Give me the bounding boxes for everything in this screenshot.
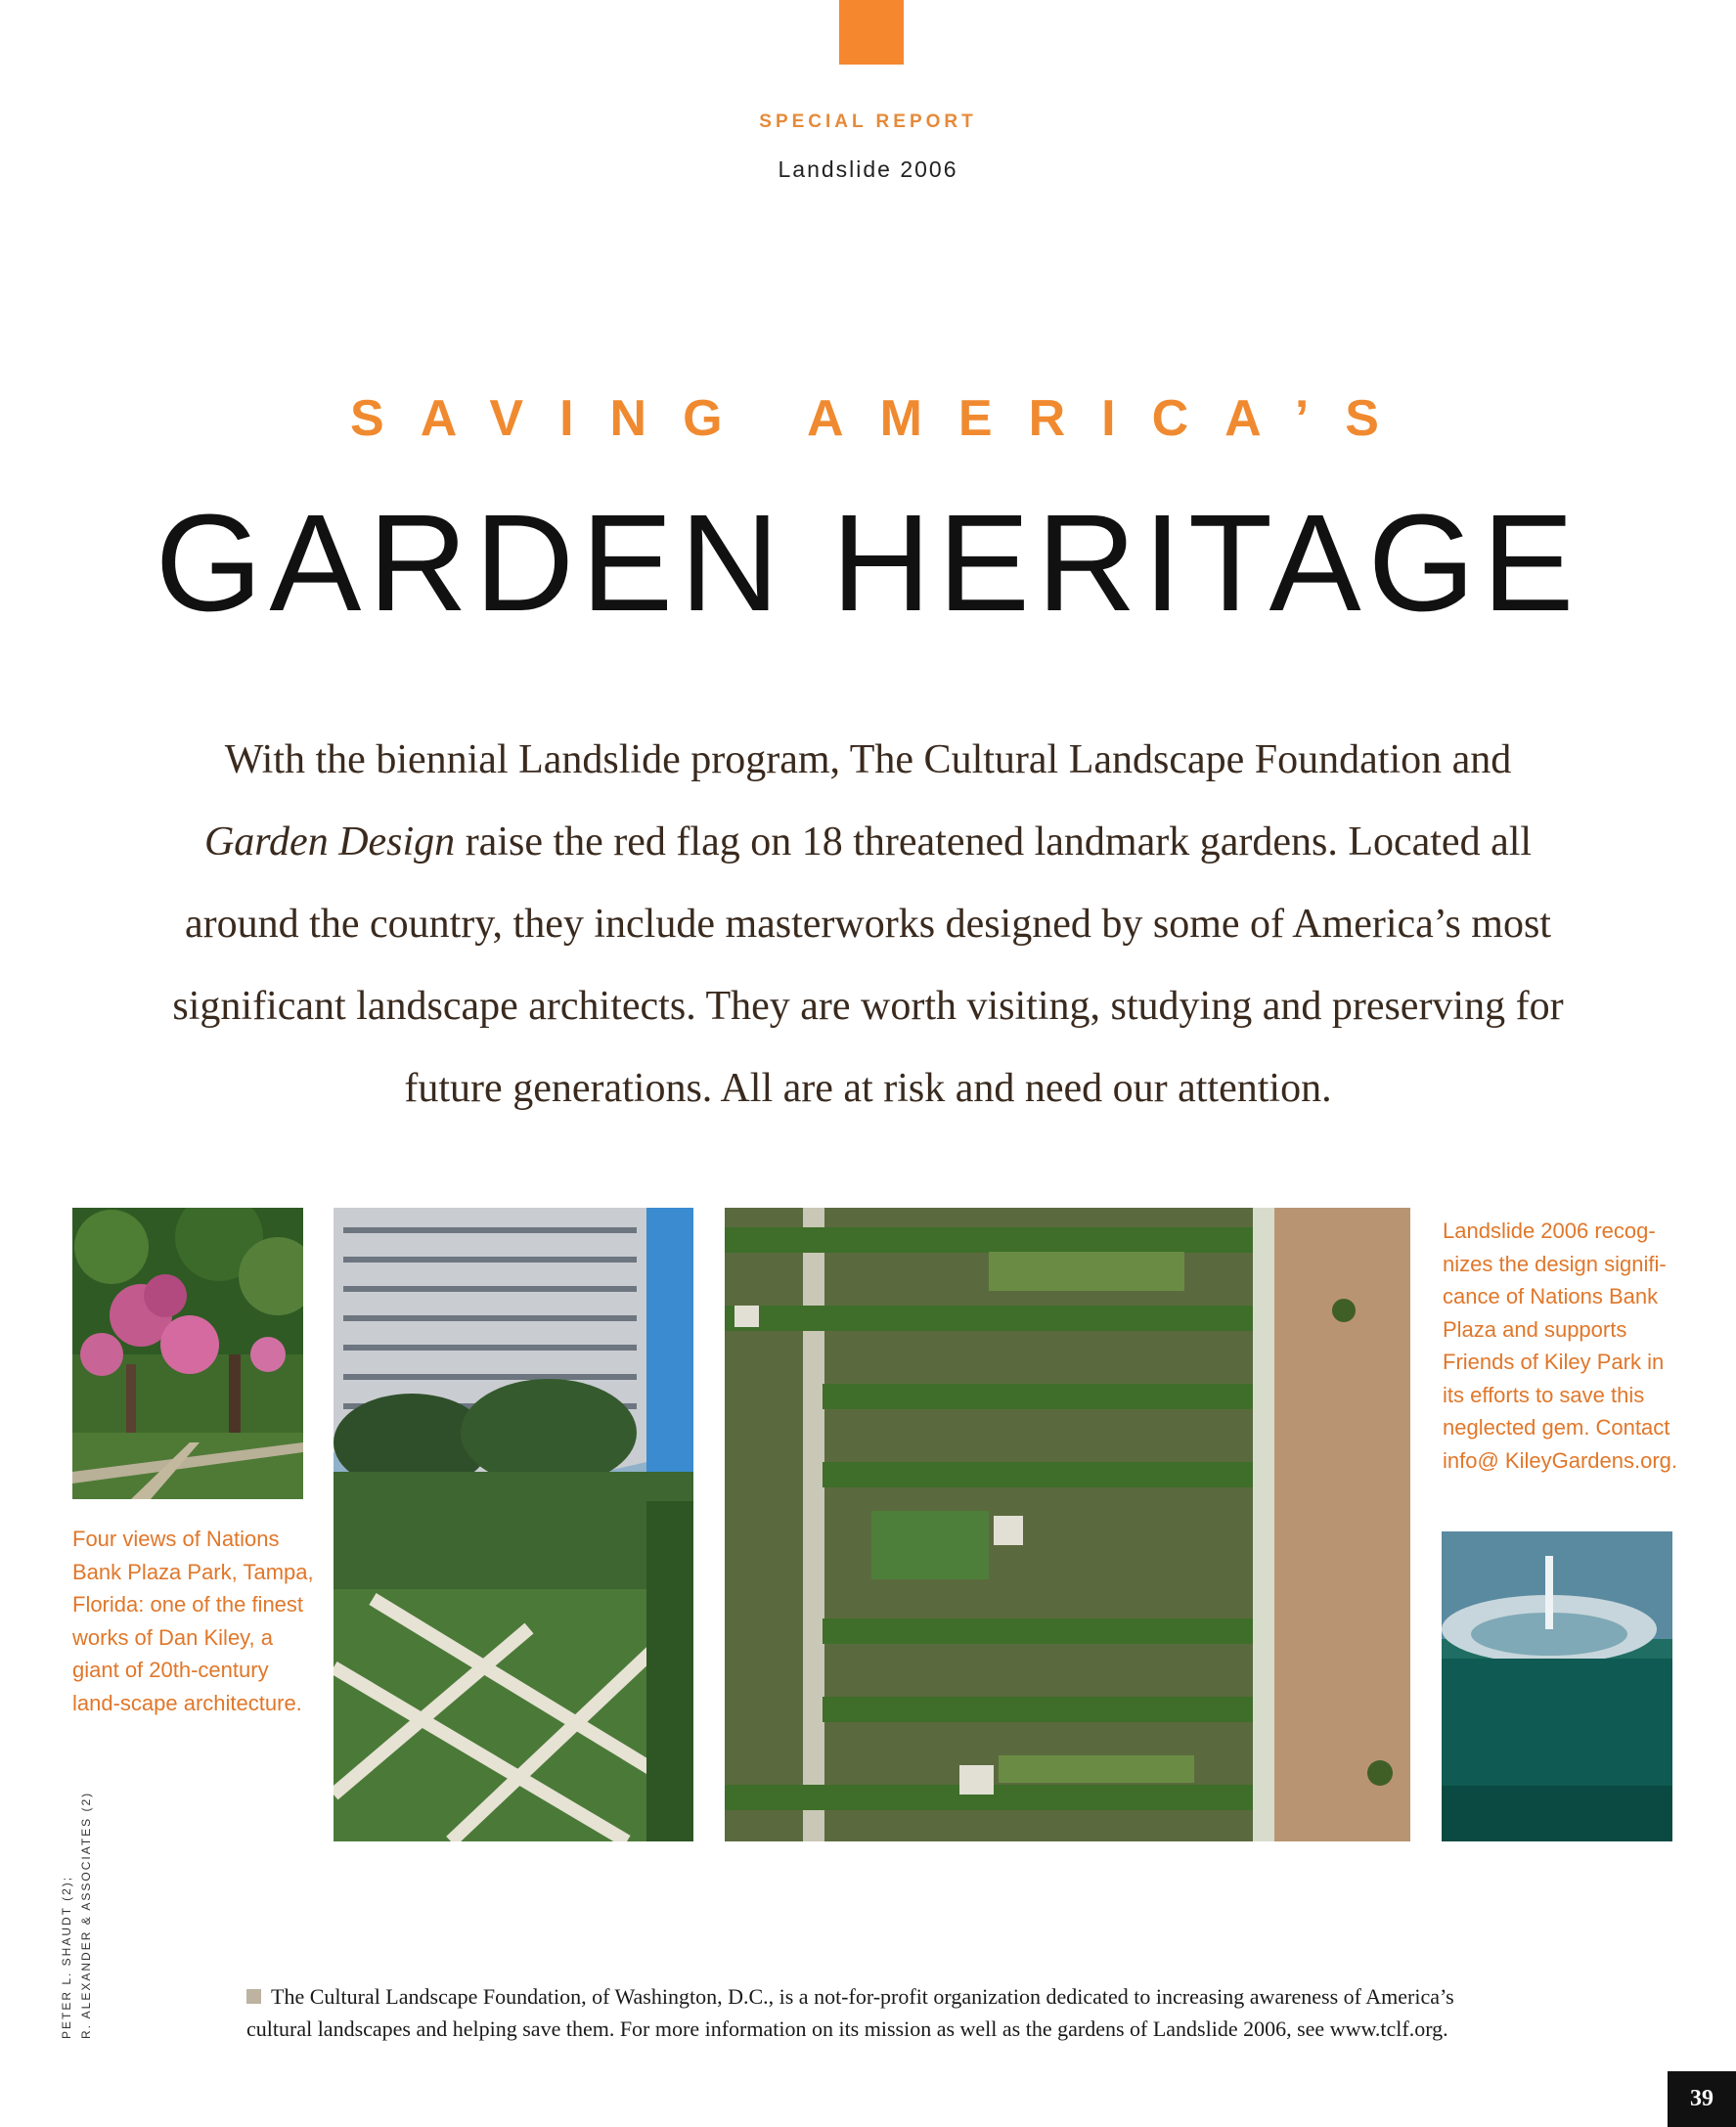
headline-main: GARDEN HERITAGE	[155, 485, 1581, 640]
photo-credit-line-1: PETER L. SHAUDT (2);	[60, 1875, 73, 2039]
headline-top: SAVING AMERICA’S	[350, 390, 1415, 447]
caption-left: Four views of Nations Bank Plaza Park, Tampa, Florida: one of the finest works of Dan Kiley, a giant of 20th-century land-scape architecture.	[72, 1527, 314, 1715]
intro-text-2: raise the red flag on 18 threatened landmark gardens. Located all around the country, they include masterworks designed by some of America’s most significant landscape architects. They are worth visiting, studying and preserving for future generations. All are at risk and need our attention.	[172, 820, 1564, 1111]
photo-tower-plaza	[334, 1208, 693, 1841]
caption-right: Landslide 2006 recog-nizes the design signifi-cance of Nations Bank Plaza and supports Friends of Kiley Park in its efforts to save this neglected gem. Contact info@ KileyGardens.org.	[1443, 1219, 1678, 1473]
footnote-text: The Cultural Landscape Foundation, of Washington, D.C., is a not-for-profit organization dedicated to increasing awareness of America’s cultural landscapes and helping save them. For more information on its mission as well as the gardens of Landslide 2006, see www.tclf.org.	[246, 1984, 1454, 2041]
photo-credit	[57, 1792, 96, 2039]
photo-crape-myrtle	[72, 1208, 303, 1499]
page-number: 39	[1668, 2071, 1736, 2127]
intro-text-1: With the biennial Landslide program, The Cultural Landscape Foundation and	[224, 737, 1512, 782]
accent-block	[839, 0, 904, 65]
section-kicker: SPECIAL REPORT	[759, 111, 977, 132]
footnote	[246, 1980, 1518, 2045]
photo-fountain	[1442, 1531, 1672, 1841]
photo-credit-line-2: R. ALEXANDER & ASSOCIATES (2)	[79, 1791, 93, 2039]
issue-label: Landslide 2006	[778, 156, 958, 182]
square-bullet-icon	[246, 1989, 261, 2004]
intro-italic-title: Garden Design	[203, 820, 456, 864]
intro-paragraph	[166, 719, 1570, 1130]
photo-aerial-plaza	[725, 1208, 1410, 1841]
